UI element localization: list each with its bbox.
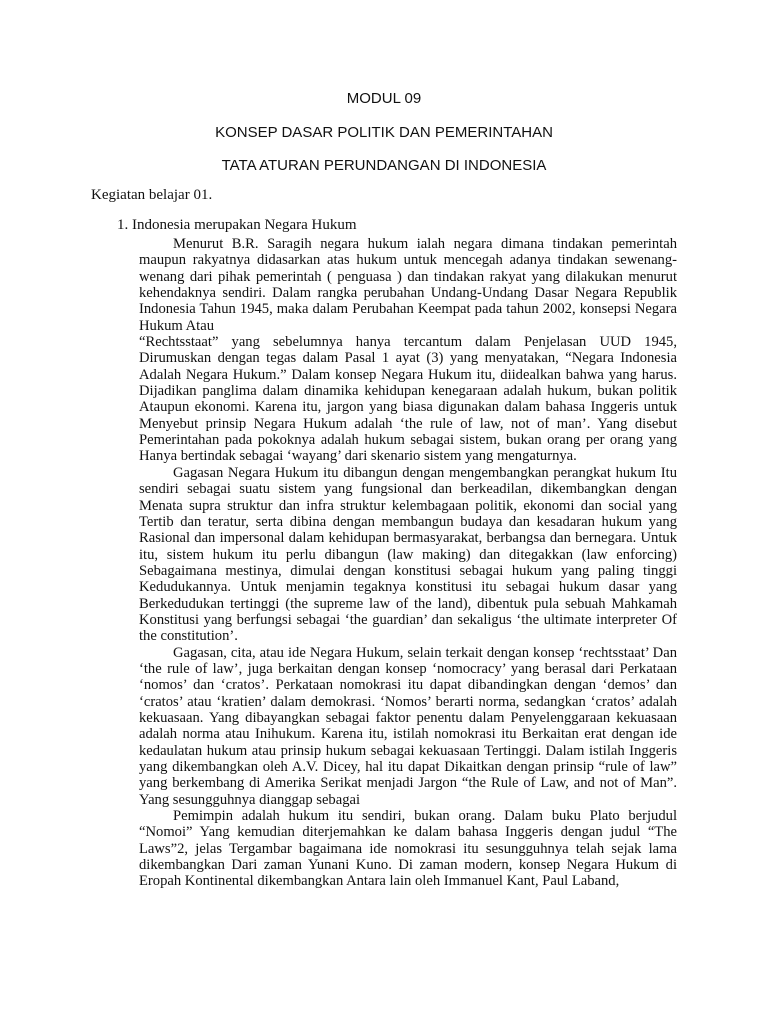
paragraph: Menurut B.R. Saragih negara hukum ialah negara dimana tindakan pemerintah maupun rakyatnya didasarkan atas hukum untuk mencegah adanya tindakan sewenang-wenang dari pihak pemerintah ( penguasa ) dan tindakan rakyat yang dilakukan menurut kehendaknya sendiri. Dalam rangka perubahan Undang-Undang Dasar Negara Republik Indonesia Tahun 1945, maka dalam Perubahan Keempat pada tahun 2002, konsepsi Negara Hukum Atau	[139, 236, 677, 334]
paragraph: Pemimpin adalah hukum itu sendiri, bukan orang. Dalam buku Plato berjudul “Nomoi” Yang kemudian diterjemahkan ke dalam bahasa Inggeris dengan judul “The Laws”2, jelas Tergambar bagaimana ide nomokrasi itu sesungguhnya telah sejak lama dikembangkan Dari zaman Yunani Kuno. Di zaman modern, konsep Negara Hukum di Eropah Kontinental dikembangkan Antara lain oleh Immanuel Kant, Paul Laband,	[139, 808, 677, 890]
section-title: 1. Indonesia merupakan Negara Hukum	[117, 217, 357, 233]
module-topic: TATA ATURAN PERUNDANGAN DI INDONESIA	[221, 157, 547, 174]
paragraph: “Rechtsstaat” yang sebelumnya hanya tercantum dalam Penjelasan UUD 1945, Dirumuskan dengan tegas dalam Pasal 1 ayat (3) yang menyatakan, “Negara Indonesia Adalah Negara Hukum.” Dalam konsep Negara Hukum itu, diidealkan bahwa yang harus. Dijadikan panglima dalam dinamika kehidupan kenegaraan adalah hukum, bukan politik Ataupun ekonomi. Karena itu, jargon yang biasa digunakan dalam bahasa Inggeris untuk Menyebut prinsip Negara Hukum adalah ‘the rule of law, not of man’. Yang disebut Pemerintahan pada pokoknya adalah hukum sebagai sistem, bukan orang per orang yang Hanya bertindak sebagai ‘wayang’ dari skenario sistem yang mengaturnya.	[139, 334, 677, 465]
module-subtitle: KONSEP DASAR POLITIK DAN PEMERINTAHAN	[215, 124, 553, 141]
body-text	[139, 236, 677, 890]
activity-label: Kegiatan belajar 01.	[91, 187, 213, 203]
module-title: MODUL 09	[346, 90, 422, 107]
paragraph: Gagasan, cita, atau ide Negara Hukum, selain terkait dengan konsep ‘rechtsstaat’ Dan ‘the rule of law’, juga berkaitan dengan konsep ‘nomocracy’ yang berasal dari Perkataan ‘nomos’ dan ‘cratos’. Perkataan nomokrasi itu dapat dibandingkan dengan ‘demos’ dan ‘cratos’ atau ‘kratien’ dalam demokrasi. ‘Nomos’ berarti norma, sedangkan ‘cratos’ adalah kekuasaan. Yang dibayangkan sebagai faktor penentu dalam Penyelenggaraan kekuasaan adalah norma atau Inihukum. Karena itu, istilah nomokrasi itu Berkaitan erat dengan ide kedaulatan hukum atau prinsip hukum sebagai kekuasaan Tertinggi. Dalam istilah Inggeris yang dikembangkan oleh A.V. Dicey, hal itu dapat Dikaitkan dengan prinsip “rule of law” yang berkembang di Amerika Serikat menjadi Jargon “the Rule of Law, and not of Man”. Yang sesungguhnya dianggap sebagai	[139, 644, 677, 808]
paragraph: Gagasan Negara Hukum itu dibangun dengan mengembangkan perangkat hukum Itu sendiri sebagai suatu sistem yang fungsional dan berkeadilan, dikembangkan dengan Menata supra struktur dan infra struktur kelembagaan politik, ekonomi dan social yang Tertib dan teratur, serta dibina dengan membangun budaya dan kesadaran hukum yang Rasional dan impersonal dalam kehidupan bermasyarakat, berbangsa dan bernegara. Untuk itu, sistem hukum itu perlu dibangun (law making) dan ditegakkan (law enforcing) Sebagaimana mestinya, dimulai dengan konstitusi sebagai hukum yang paling tinggi Kedudukannya. Untuk menjamin tegaknya konstitusi itu sebagai hukum dasar yang Berkedudukan tertinggi (the supreme law of the land), dibentuk pula sebuah Mahkamah Konstitusi yang berfungsi sebagai ‘the guardian’ dan sekaligus ‘the ultimate interpreter Of the constitution’.	[139, 464, 677, 645]
